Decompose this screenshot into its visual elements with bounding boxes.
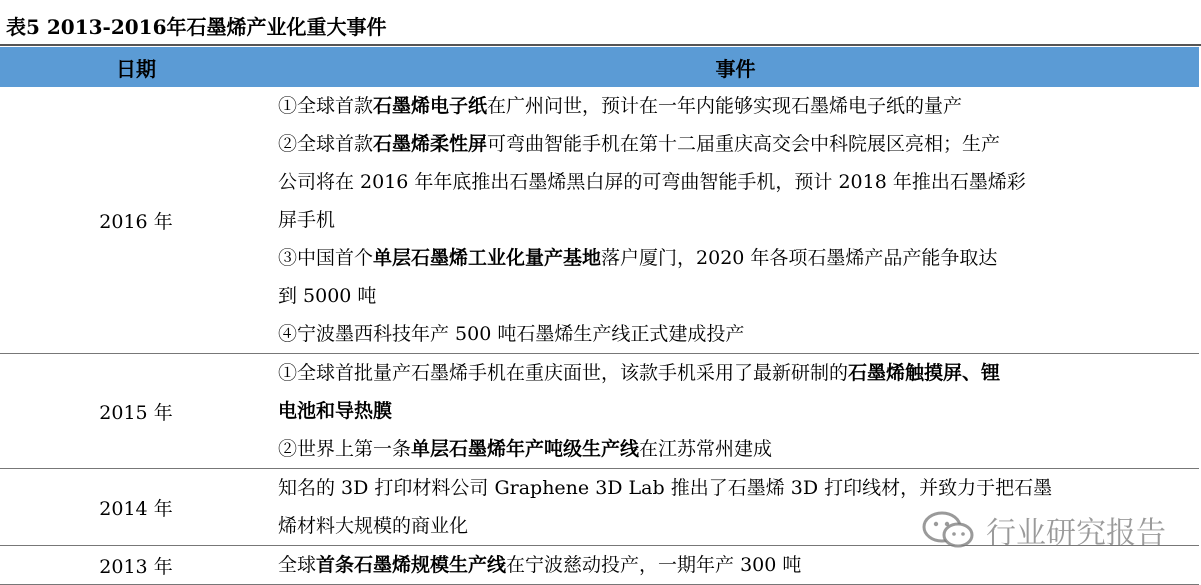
event-text: ④宁波墨西科技年产 500 吨石墨烯生产线正式建成投产 bbox=[278, 323, 745, 345]
event-line bbox=[278, 469, 1193, 507]
event-highlight: 石墨烯柔性屏 bbox=[373, 133, 488, 155]
event-highlight: 单层石墨烯年产吨级生产线 bbox=[411, 438, 640, 460]
table-row bbox=[0, 354, 1199, 469]
event-highlight: 石墨烯电子纸 bbox=[373, 95, 488, 117]
event-line bbox=[278, 430, 1193, 468]
event-line bbox=[278, 277, 1193, 315]
event-text: 全球 bbox=[278, 554, 317, 576]
row-year: 2014 年 bbox=[0, 469, 272, 546]
event-highlight: 电池和导热膜 bbox=[278, 400, 393, 422]
event-text: ②世界上第一条 bbox=[278, 438, 412, 460]
event-highlight: 首条石墨烯规模生产线 bbox=[316, 554, 507, 576]
header-event: 事件 bbox=[272, 47, 1199, 87]
event-text: 可弯曲智能手机在第十二届重庆高交会中科院展区亮相；生产 bbox=[487, 133, 1001, 155]
event-line bbox=[278, 392, 1193, 430]
wechat-icon bbox=[920, 510, 976, 550]
row-events bbox=[272, 354, 1199, 469]
event-text: 落户厦门，2020 年各项石墨烯产品产能争取达 bbox=[601, 247, 998, 269]
event-text: ①全球首款 bbox=[278, 95, 374, 117]
event-text: ②全球首款 bbox=[278, 133, 374, 155]
event-highlight: 单层石墨烯工业化量产基地 bbox=[373, 247, 602, 269]
row-events bbox=[272, 87, 1199, 354]
watermark-text: 行业研究报告 bbox=[986, 516, 1166, 551]
event-line bbox=[278, 87, 1193, 125]
row-year: 2016 年 bbox=[0, 87, 272, 354]
event-text: 烯材料大规模的商业化 bbox=[278, 515, 469, 537]
event-text: 在广州问世，预计在一年内能够实现石墨烯电子纸的量产 bbox=[487, 95, 963, 117]
event-text: 公司将在 2016 年年底推出石墨烯黑白屏的可弯曲智能手机，预计 2018 年推出石墨烯彩 bbox=[278, 171, 1026, 193]
event-line bbox=[278, 163, 1193, 201]
table-header-row bbox=[0, 47, 1199, 87]
event-line bbox=[278, 239, 1193, 277]
event-text: 知名的 3D 打印材料公司 Graphene 3D Lab 推出了石墨烯 3D 打印线材，并致力于把石墨 bbox=[278, 477, 1053, 499]
event-line bbox=[278, 201, 1193, 239]
event-highlight: 石墨烯触摸屏、锂 bbox=[848, 362, 1001, 384]
event-line bbox=[278, 125, 1193, 163]
event-text: ③中国首个 bbox=[278, 247, 374, 269]
event-text: 在宁波慈动投产，一期年产 300 吨 bbox=[506, 554, 802, 576]
event-text: 在江苏常州建成 bbox=[639, 438, 773, 460]
table-title: 表5 2013-2016年石墨烯产业化重大事件 bbox=[6, 15, 387, 39]
events-table bbox=[0, 47, 1199, 585]
event-text: 屏手机 bbox=[278, 209, 336, 231]
watermark bbox=[920, 508, 1166, 552]
event-text: 到 5000 吨 bbox=[278, 285, 377, 307]
title-rule bbox=[0, 44, 1201, 46]
event-text: ①全球首批量产石墨烯手机在重庆面世，该款手机采用了最新研制的 bbox=[278, 362, 849, 384]
row-year: 2015 年 bbox=[0, 354, 272, 469]
event-line bbox=[278, 354, 1193, 392]
event-line bbox=[278, 315, 1193, 353]
table-row bbox=[0, 87, 1199, 354]
header-date: 日期 bbox=[0, 47, 272, 87]
row-year: 2013 年 bbox=[0, 546, 272, 585]
